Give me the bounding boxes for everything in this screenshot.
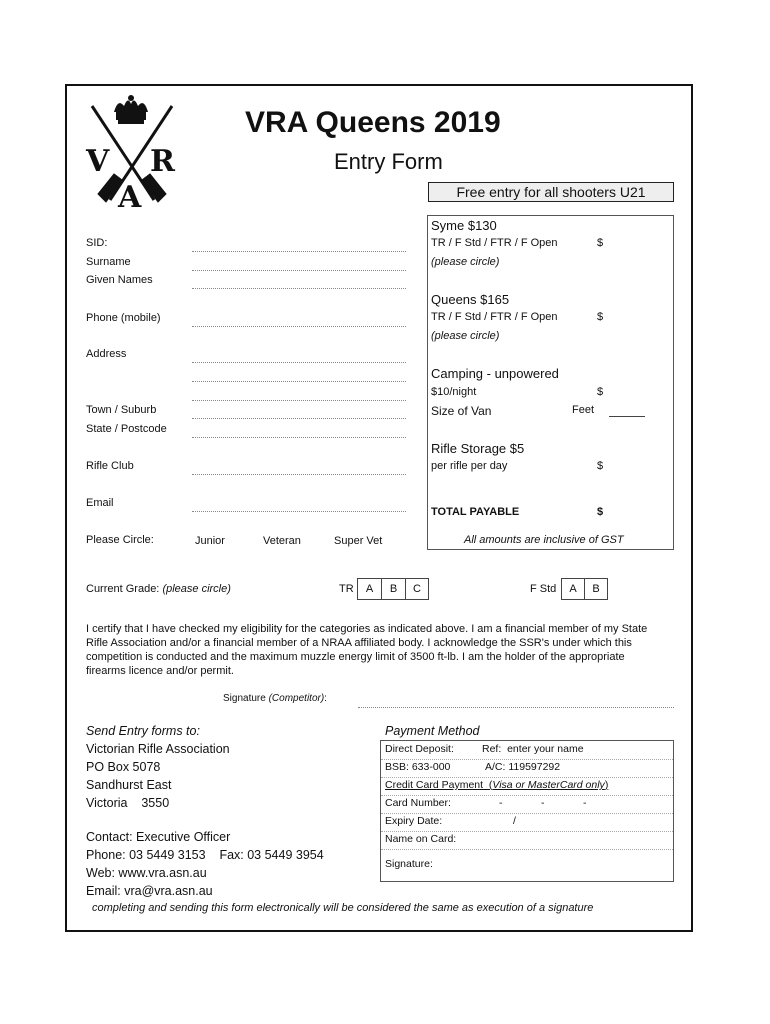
grade-label-text: Current Grade: — [86, 583, 160, 595]
camping-dollar: $ — [597, 386, 604, 398]
page-subtitle: Entry Form — [334, 149, 443, 174]
address-field-2[interactable] — [192, 381, 406, 382]
queens-classes[interactable]: TR / F Std / FTR / F Open — [431, 311, 558, 323]
camping-rate: $10/night — [431, 386, 477, 398]
surname-field[interactable] — [192, 270, 406, 271]
email-label: Email — [86, 497, 114, 509]
card-dash-3: - — [583, 797, 587, 809]
category-super-vet[interactable]: Super Vet — [334, 535, 383, 547]
phone-field[interactable] — [192, 326, 406, 327]
logo-letter-v: V — [86, 144, 110, 179]
payment-row-card-number[interactable] — [381, 795, 673, 814]
grade-fstd-label: F Std — [530, 583, 557, 595]
state-label: State / Postcode — [86, 423, 167, 435]
cc-close: ) — [604, 779, 609, 791]
storage-dollar: $ — [597, 460, 604, 472]
address-field-3[interactable] — [192, 400, 406, 401]
rifle-club-field[interactable] — [192, 474, 406, 475]
category-veteran[interactable]: Veteran — [263, 535, 301, 547]
email-field[interactable] — [192, 511, 406, 512]
phone-fax-line: Phone: 03 5449 3153 Fax: 03 5449 3954 — [86, 848, 324, 862]
send-line-1: Victorian Rifle Association — [86, 742, 230, 756]
contact-line: Contact: Executive Officer — [86, 830, 231, 844]
total-payable-dollar: $ — [597, 506, 604, 518]
payment-box — [380, 740, 674, 882]
syme-note: (please circle) — [431, 256, 500, 268]
state-field[interactable] — [192, 437, 406, 438]
grade-tr-label: TR — [339, 583, 354, 595]
direct-deposit-label: Direct Deposit: — [385, 743, 454, 755]
queens-title: Queens $165 — [431, 292, 510, 307]
total-payable-label: TOTAL PAYABLE — [431, 506, 520, 518]
syme-title: Syme $130 — [431, 218, 497, 233]
grade-note: (please circle) — [162, 583, 231, 595]
deposit-ref: Ref: enter your name — [482, 743, 584, 755]
town-label: Town / Suburb — [86, 404, 157, 416]
page-title: VRA Queens 2019 — [245, 106, 501, 139]
payment-heading: Payment Method — [385, 724, 480, 738]
expiry-label: Expiry Date: — [385, 815, 443, 827]
account-text: A/C: 119597292 — [485, 761, 561, 773]
queens-dollar: $ — [597, 311, 604, 323]
certification-text: I certify that I have checked my eligibility for the categories as indicated above. I am a financial member of my State Rifle Association and/or a financial member of a NRAA affiliated body. I acknowledge the SSR's under which this competition is conducted and the maximum muzzle energy limit of 3500 ft-lb. I am the holder of the appropriate firearms licence and/or permit. — [86, 623, 648, 677]
bsb-text: BSB: 633-000 — [385, 761, 451, 773]
footer-note: completing and sending this form electronically will be considered the same as execution of a signature — [92, 902, 594, 914]
please-circle-label: Please Circle: — [86, 534, 154, 546]
signature-field[interactable] — [358, 707, 674, 708]
crown-icon — [114, 95, 148, 124]
surname-label: Surname — [86, 256, 131, 268]
queens-note: (please circle) — [431, 330, 500, 342]
web-line[interactable]: Web: www.vra.asn.au — [86, 866, 207, 880]
van-size-field[interactable] — [609, 416, 645, 417]
storage-rate: per rifle per day — [431, 460, 508, 472]
send-line-3: Sandhurst East — [86, 778, 172, 792]
van-size-label: Size of Van — [431, 404, 492, 418]
van-size-unit: Feet — [572, 404, 595, 416]
credit-card-heading — [385, 779, 608, 791]
grade-tr-b[interactable]: B — [382, 579, 406, 599]
payment-row-signature[interactable] — [381, 849, 673, 881]
send-line-4: Victoria 3550 — [86, 796, 170, 810]
given-names-field[interactable] — [192, 288, 406, 289]
syme-classes[interactable]: TR / F Std / FTR / F Open — [431, 237, 558, 249]
signature-colon: : — [324, 693, 327, 704]
sid-field[interactable] — [192, 251, 406, 252]
free-entry-banner: Free entry for all shooters U21 — [428, 182, 674, 202]
town-field[interactable] — [192, 418, 406, 419]
address-field-1[interactable] — [192, 362, 406, 363]
email-line[interactable]: Email: vra@vra.asn.au — [86, 884, 213, 898]
payment-row-deposit — [381, 741, 673, 760]
syme-dollar: $ — [597, 237, 604, 249]
signature-note: (Competitor) — [268, 693, 325, 704]
send-line-2: PO Box 5078 — [86, 760, 161, 774]
phone-label: Phone (mobile) — [86, 312, 161, 324]
cc-cards: Visa or MasterCard only — [492, 779, 605, 791]
gst-note: All amounts are inclusive of GST — [464, 534, 624, 546]
payment-row-expiry[interactable] — [381, 813, 673, 832]
card-dash-2: - — [541, 797, 545, 809]
payment-row-name[interactable] — [381, 831, 673, 850]
signature-label-text: Signature — [223, 693, 266, 704]
payment-row-cc — [381, 777, 673, 796]
grade-fstd-b[interactable]: B — [592, 583, 600, 595]
card-dash-1: - — [499, 797, 503, 809]
card-number-label: Card Number: — [385, 797, 451, 809]
payment-signature-label: Signature: — [385, 858, 433, 870]
grade-tr-a[interactable]: A — [358, 579, 382, 599]
grade-tr-c[interactable]: C — [413, 583, 421, 595]
category-junior[interactable]: Junior — [195, 535, 225, 547]
storage-title: Rifle Storage $5 — [431, 441, 525, 456]
send-heading: Send Entry forms to: — [86, 724, 200, 738]
grade-label — [86, 583, 231, 595]
cc-label: Credit Card Payment ( — [385, 779, 493, 791]
rifle-club-label: Rifle Club — [86, 460, 134, 472]
grade-tr-boxes — [357, 578, 429, 600]
grade-fstd-boxes — [561, 578, 608, 600]
signature-label — [223, 693, 327, 704]
given-names-label: Given Names — [86, 274, 153, 286]
camping-title: Camping - unpowered — [431, 366, 559, 381]
address-label: Address — [86, 348, 127, 360]
expiry-slash: / — [513, 815, 516, 827]
name-on-card-label: Name on Card: — [385, 833, 457, 845]
payment-row-bsb — [381, 759, 673, 778]
sid-label: SID: — [86, 237, 108, 249]
grade-fstd-a[interactable]: A — [562, 579, 585, 599]
logo-letter-r: R — [150, 144, 175, 179]
logo-letter-a: A — [118, 180, 142, 215]
